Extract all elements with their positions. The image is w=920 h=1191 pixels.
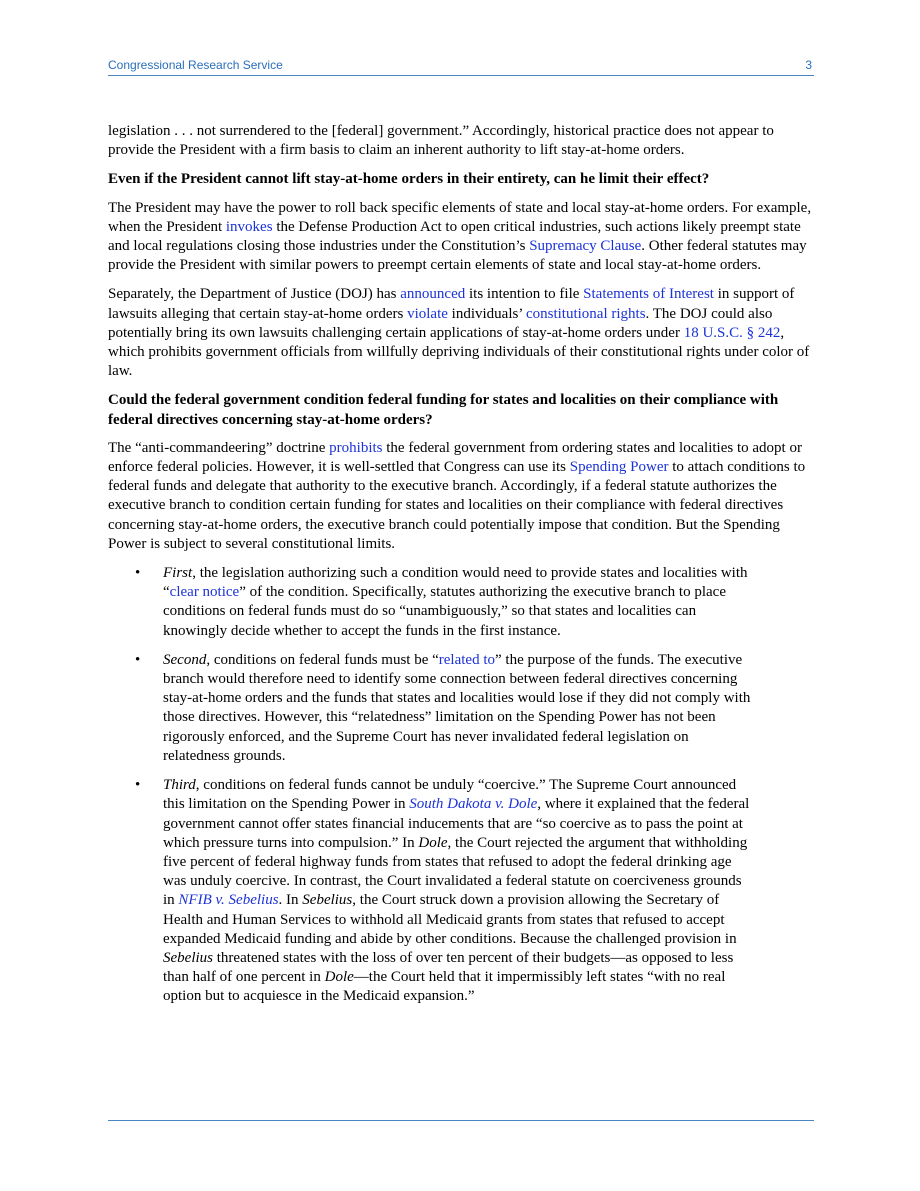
text-run: Separately, the Department of Justice (DOJ) has <box>108 286 401 303</box>
bullet-marker: • <box>135 777 141 794</box>
list-item-coercion <box>108 776 753 1006</box>
paragraph-anti-commandeering <box>108 439 818 554</box>
text-run: The President may have the power to roll back specific elements of state and local stay-at-home orders. For example, when the President <box>108 199 812 235</box>
emphasis-text: Dole <box>418 834 448 851</box>
text-run: , where it explained that the federal government cannot offer states financial inducements that are “so coercive as to pass the point at which pressure turns into compulsion.” In <box>163 796 750 851</box>
text-run: , the legislation authorizing such a condition would need to provide states and localities with “ <box>163 565 748 601</box>
hyperlink[interactable]: prohibits <box>329 439 383 456</box>
spending-power-limits-list <box>108 564 818 1006</box>
footer-rule <box>108 1120 814 1121</box>
document-body <box>108 122 818 1017</box>
emphasis-text: First <box>163 565 193 582</box>
text-run: , the Court struck down a provision allowing the Secretary of Health and Human Services to withhold all Medicaid grants from states that refused to accept expanded Medicaid funding and abide by other conditions. Because the challenged provision in <box>163 892 737 947</box>
emphasis-text: Sebelius <box>163 949 213 966</box>
header-source: Congressional Research Service <box>108 58 283 72</box>
text-run: The “anti-commandeering” doctrine <box>108 439 330 456</box>
question-heading-federal-funding: Could the federal government condition federal funding for states and localities on their compliance with federal directives concerning stay-at-home orders? <box>108 392 779 428</box>
text-run: , the Court rejected the argument that withholding five percent of federal highway funds from states that refused to adopt the federal drinking age was unduly coercive. In contrast, the Court invalidated a federal statute on coerciveness grounds in <box>163 834 748 909</box>
text-run: in support of lawsuits alleging that certain stay-at-home orders <box>108 286 795 322</box>
question-heading-limit-effect: Even if the President cannot lift stay-at-home orders in their entirety, can he limit their effect? <box>108 171 710 188</box>
text-run: its intention to file <box>465 286 584 303</box>
text-run: , which prohibits government officials from willfully depriving individuals of their constitutional rights under color of law. <box>108 324 810 380</box>
text-run: , conditions on federal funds must be “ <box>206 651 439 668</box>
list-item-text <box>163 565 747 639</box>
hyperlink[interactable]: invokes <box>225 218 273 235</box>
hyperlink[interactable]: clear notice <box>169 584 240 601</box>
list-item-text <box>163 777 749 1004</box>
bullet-marker: • <box>135 651 141 668</box>
text-run: legislation . . . not surrendered to the [federal] government.” Accordingly, historical practice does not appear to provide the President with a firm basis to claim an inherent authority to lift stay-at-home orders. <box>108 123 774 159</box>
paragraph-doj <box>108 285 818 381</box>
page-number: 3 <box>805 58 812 72</box>
text-run: ” the purpose of the funds. The executive branch would therefore need to identify some connection between federal directives concerning stay-at-home orders and the funds that states and localities would lose if they did not comply with those directives. However, this “relatedness” limitation on the Spending Power has not been rigorously enforced, and the Supreme Court has never invalidated federal legislation on relatedness grounds. <box>163 651 751 764</box>
hyperlink[interactable]: Statements of Interest <box>583 286 714 303</box>
text-run: threatened states with the loss of over ten percent of their budgets—as opposed to less than half of one percent in <box>163 949 734 986</box>
emphasis-text: Sebelius <box>302 892 353 909</box>
text-run: . The DOJ could also potentially bring its own lawsuits challenging certain applications of stay-at-home orders under <box>108 305 773 341</box>
paragraph-preemption <box>108 199 818 276</box>
text-run: . In <box>278 892 303 909</box>
text-run: ” of the condition. Specifically, statutes authorizing the executive branch to place conditions on federal funds must do so “unambiguously,” so that states and localities can knowingly decide whether to accept the funds in the first instance. <box>163 584 726 639</box>
paragraph-historical-practice <box>108 122 818 160</box>
text-run: the Defense Production Act to open critical industries, such actions likely preempt state and local regulations closing those industries under the Constitution’s <box>108 218 801 255</box>
emphasis-text: Dole <box>324 969 354 986</box>
emphasis-text: Second <box>163 651 207 668</box>
text-run: the federal government from ordering states and localities to adopt or enforce federal policies. However, it is well-settled that Congress can use its <box>108 439 802 476</box>
hyperlink[interactable]: Supremacy Clause <box>529 238 642 255</box>
list-item-relatedness <box>108 651 753 766</box>
running-header <box>108 58 814 72</box>
hyperlink[interactable]: violate <box>407 305 448 322</box>
text-run: —the Court held that it impermissibly left states “with no real option but to acquiesce in the Medicaid expansion.” <box>163 969 726 1005</box>
list-item-text <box>163 652 750 764</box>
hyperlink[interactable]: NFIB v. Sebelius <box>178 892 279 909</box>
text-run: to attach conditions to federal funds and delegate that authority to the executive branch. Accordingly, if a federal statute authorizes the executive branch to condition certain funding for states and localities on their compliance with federal directives concerning stay-at-home orders, the executive branch could potentially impose that condition. But the Spending Power is subject to several constitutional limits. <box>108 459 806 552</box>
list-item-clear-notice <box>108 564 753 641</box>
emphasis-text: Third <box>163 777 196 794</box>
hyperlink[interactable]: announced <box>400 286 466 303</box>
hyperlink[interactable]: 18 U.S.C. § 242 <box>683 324 781 341</box>
hyperlink[interactable]: Spending Power <box>569 459 669 476</box>
hyperlink[interactable]: related to <box>438 651 496 668</box>
text-run: . Other federal statutes may provide the President with similar powers to preempt certain elements of state and local stay-at-home orders. <box>108 238 807 274</box>
header-rule <box>108 75 814 76</box>
text-run: individuals’ <box>447 305 526 322</box>
bullet-marker: • <box>135 565 141 582</box>
hyperlink[interactable]: South Dakota v. Dole <box>409 796 538 813</box>
text-run: , conditions on federal funds cannot be unduly “coercive.” The Supreme Court announced this limitation on the Spending Power in <box>163 777 737 813</box>
hyperlink[interactable]: constitutional rights <box>525 305 646 322</box>
